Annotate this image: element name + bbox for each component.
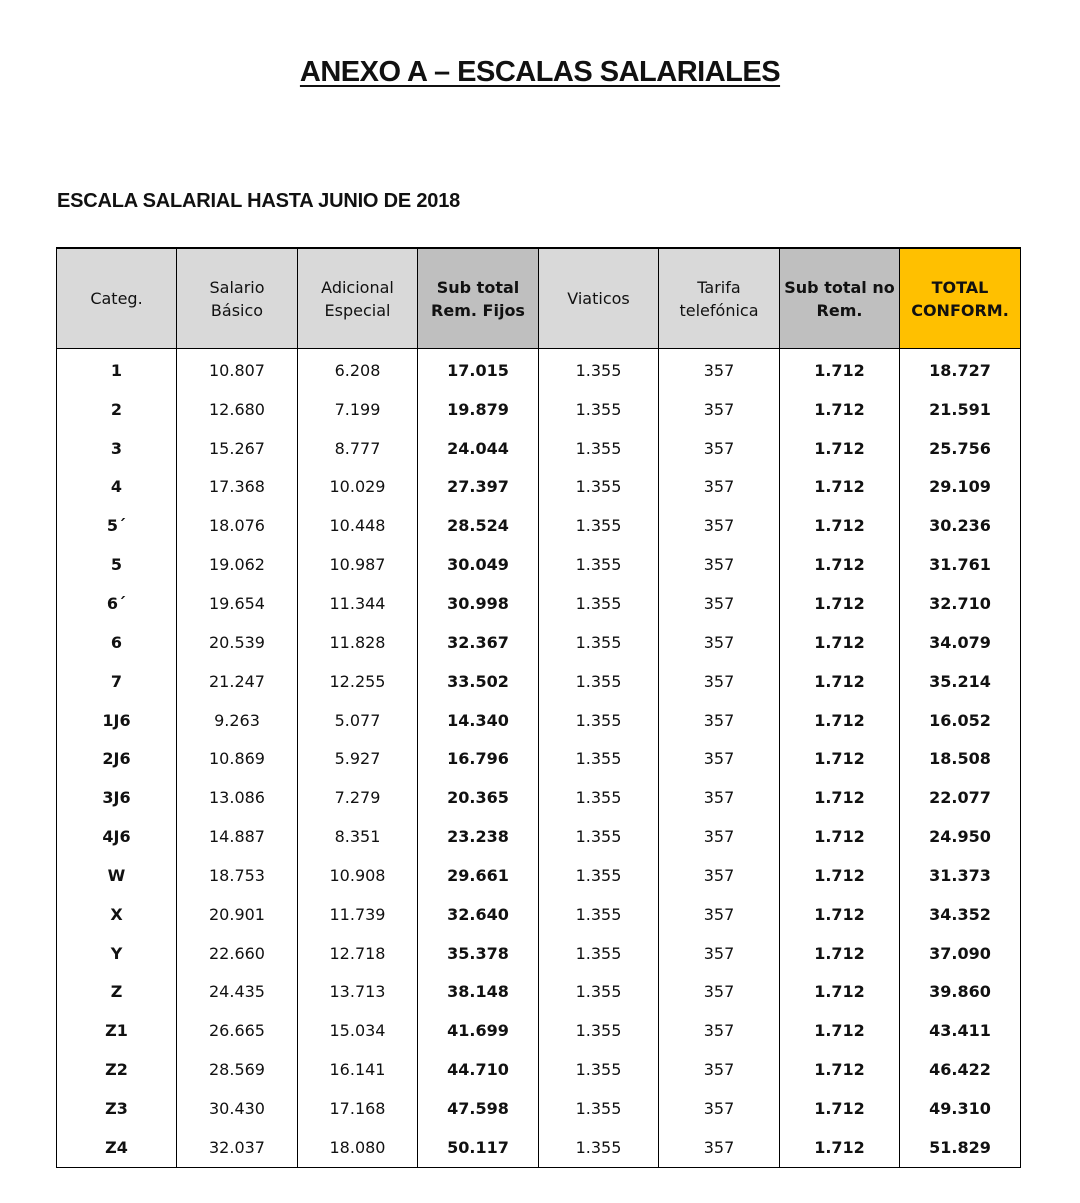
table-row: [57, 506, 1021, 545]
table-row: [57, 349, 1021, 390]
document-title-text: ANEXO A – ESCALAS SALARIALES: [299, 56, 781, 88]
cell-salario-basico: 15.267: [177, 429, 298, 468]
cell-adicional-especial: 10.987: [298, 545, 418, 584]
cell-salario-basico: 28.569: [177, 1050, 298, 1089]
cell-viaticos: 1.355: [539, 701, 659, 740]
cell-adicional-especial: 15.034: [298, 1011, 418, 1050]
cell-viaticos: 1.355: [539, 662, 659, 701]
cell-viaticos: 1.355: [539, 545, 659, 584]
cell-adicional-especial: 10.448: [298, 506, 418, 545]
cell-salario-basico: 24.435: [177, 973, 298, 1012]
table-row: [57, 1089, 1021, 1128]
cell-total-conform: 51.829: [900, 1128, 1021, 1167]
table-row: [57, 545, 1021, 584]
cell-subtotal-rem-fijos: 32.367: [418, 623, 539, 662]
cell-subtotal-rem-fijos: 38.148: [418, 973, 539, 1012]
cell-subtotal-rem-fijos: 44.710: [418, 1050, 539, 1089]
cell-viaticos: 1.355: [539, 429, 659, 468]
cell-adicional-especial: 10.029: [298, 468, 418, 507]
cell-total-conform: 46.422: [900, 1050, 1021, 1089]
cell-tarifa-telefonica: 357: [659, 973, 780, 1012]
cell-adicional-especial: 11.739: [298, 895, 418, 934]
cell-total-conform: 35.214: [900, 662, 1021, 701]
header-categ: Categ.: [57, 248, 177, 349]
cell-salario-basico: 26.665: [177, 1011, 298, 1050]
cell-subtotal-rem-fijos: 32.640: [418, 895, 539, 934]
cell-adicional-especial: 11.344: [298, 584, 418, 623]
cell-total-conform: 37.090: [900, 934, 1021, 973]
table-header-row: [57, 248, 1021, 349]
cell-subtotal-rem-fijos: 35.378: [418, 934, 539, 973]
cell-viaticos: 1.355: [539, 468, 659, 507]
table-row: [57, 662, 1021, 701]
header-adicional-especial: Adicional Especial: [298, 248, 418, 349]
cell-tarifa-telefonica: 357: [659, 1011, 780, 1050]
cell-categ: 5: [57, 545, 177, 584]
header-subtotal-no-rem: Sub total no Rem.: [780, 248, 900, 349]
cell-subtotal-no-rem: 1.712: [780, 1050, 900, 1089]
cell-categ: Z4: [57, 1128, 177, 1167]
header-total-conform: TOTAL CONFORM.: [900, 248, 1021, 349]
cell-viaticos: 1.355: [539, 506, 659, 545]
cell-viaticos: 1.355: [539, 973, 659, 1012]
cell-categ: Z3: [57, 1089, 177, 1128]
cell-total-conform: 16.052: [900, 701, 1021, 740]
header-salario-basico: Salario Básico: [177, 248, 298, 349]
cell-categ: Z2: [57, 1050, 177, 1089]
cell-subtotal-no-rem: 1.712: [780, 429, 900, 468]
table-row: [57, 623, 1021, 662]
cell-categ: 1: [57, 349, 177, 390]
cell-subtotal-rem-fijos: 30.998: [418, 584, 539, 623]
cell-categ: 3J6: [57, 778, 177, 817]
table-body: [57, 349, 1021, 1168]
cell-tarifa-telefonica: 357: [659, 701, 780, 740]
cell-categ: 7: [57, 662, 177, 701]
cell-categ: X: [57, 895, 177, 934]
cell-total-conform: 21.591: [900, 390, 1021, 429]
cell-salario-basico: 18.076: [177, 506, 298, 545]
cell-adicional-especial: 16.141: [298, 1050, 418, 1089]
header-viaticos: Viaticos: [539, 248, 659, 349]
cell-total-conform: 31.761: [900, 545, 1021, 584]
cell-subtotal-no-rem: 1.712: [780, 349, 900, 390]
cell-salario-basico: 17.368: [177, 468, 298, 507]
cell-tarifa-telefonica: 357: [659, 1050, 780, 1089]
cell-subtotal-no-rem: 1.712: [780, 856, 900, 895]
cell-categ: Z: [57, 973, 177, 1012]
cell-total-conform: 39.860: [900, 973, 1021, 1012]
cell-salario-basico: 10.807: [177, 349, 298, 390]
table-row: [57, 701, 1021, 740]
cell-tarifa-telefonica: 357: [659, 817, 780, 856]
cell-salario-basico: 18.753: [177, 856, 298, 895]
cell-total-conform: 49.310: [900, 1089, 1021, 1128]
cell-salario-basico: 22.660: [177, 934, 298, 973]
cell-subtotal-rem-fijos: 23.238: [418, 817, 539, 856]
cell-total-conform: 34.352: [900, 895, 1021, 934]
cell-categ: 3: [57, 429, 177, 468]
cell-viaticos: 1.355: [539, 1128, 659, 1167]
cell-subtotal-rem-fijos: 30.049: [418, 545, 539, 584]
cell-subtotal-no-rem: 1.712: [780, 1128, 900, 1167]
cell-tarifa-telefonica: 357: [659, 662, 780, 701]
cell-subtotal-rem-fijos: 17.015: [418, 349, 539, 390]
cell-subtotal-no-rem: 1.712: [780, 468, 900, 507]
cell-subtotal-rem-fijos: 27.397: [418, 468, 539, 507]
table-row: [57, 895, 1021, 934]
cell-salario-basico: 32.037: [177, 1128, 298, 1167]
cell-viaticos: 1.355: [539, 390, 659, 429]
table-row: [57, 739, 1021, 778]
cell-subtotal-no-rem: 1.712: [780, 1011, 900, 1050]
cell-salario-basico: 21.247: [177, 662, 298, 701]
cell-viaticos: 1.355: [539, 1050, 659, 1089]
cell-subtotal-rem-fijos: 50.117: [418, 1128, 539, 1167]
cell-viaticos: 1.355: [539, 623, 659, 662]
cell-categ: 4J6: [57, 817, 177, 856]
table-row: [57, 817, 1021, 856]
cell-subtotal-rem-fijos: 41.699: [418, 1011, 539, 1050]
cell-adicional-especial: 13.713: [298, 973, 418, 1012]
cell-subtotal-no-rem: 1.712: [780, 701, 900, 740]
cell-subtotal-no-rem: 1.712: [780, 1089, 900, 1128]
cell-subtotal-no-rem: 1.712: [780, 895, 900, 934]
cell-viaticos: 1.355: [539, 1089, 659, 1128]
cell-salario-basico: 9.263: [177, 701, 298, 740]
cell-subtotal-no-rem: 1.712: [780, 934, 900, 973]
cell-subtotal-rem-fijos: 19.879: [418, 390, 539, 429]
cell-tarifa-telefonica: 357: [659, 468, 780, 507]
cell-subtotal-no-rem: 1.712: [780, 778, 900, 817]
cell-subtotal-rem-fijos: 29.661: [418, 856, 539, 895]
cell-total-conform: 24.950: [900, 817, 1021, 856]
cell-viaticos: 1.355: [539, 934, 659, 973]
cell-total-conform: 25.756: [900, 429, 1021, 468]
cell-subtotal-rem-fijos: 33.502: [418, 662, 539, 701]
cell-total-conform: 22.077: [900, 778, 1021, 817]
cell-viaticos: 1.355: [539, 895, 659, 934]
table-row: [57, 1011, 1021, 1050]
cell-total-conform: 31.373: [900, 856, 1021, 895]
cell-categ: 6: [57, 623, 177, 662]
cell-tarifa-telefonica: 357: [659, 506, 780, 545]
cell-categ: 2: [57, 390, 177, 429]
cell-categ: 4: [57, 468, 177, 507]
cell-viaticos: 1.355: [539, 1011, 659, 1050]
cell-subtotal-no-rem: 1.712: [780, 817, 900, 856]
cell-categ: Y: [57, 934, 177, 973]
cell-tarifa-telefonica: 357: [659, 778, 780, 817]
cell-adicional-especial: 8.777: [298, 429, 418, 468]
cell-viaticos: 1.355: [539, 856, 659, 895]
cell-categ: W: [57, 856, 177, 895]
cell-salario-basico: 20.901: [177, 895, 298, 934]
cell-categ: 5´: [57, 506, 177, 545]
cell-viaticos: 1.355: [539, 584, 659, 623]
cell-viaticos: 1.355: [539, 778, 659, 817]
cell-tarifa-telefonica: 357: [659, 739, 780, 778]
cell-total-conform: 43.411: [900, 1011, 1021, 1050]
cell-adicional-especial: 11.828: [298, 623, 418, 662]
cell-total-conform: 18.727: [900, 349, 1021, 390]
header-subtotal-rem-fijos: Sub total Rem. Fijos: [418, 248, 539, 349]
table-row: [57, 778, 1021, 817]
cell-salario-basico: 20.539: [177, 623, 298, 662]
cell-subtotal-rem-fijos: 14.340: [418, 701, 539, 740]
cell-tarifa-telefonica: 357: [659, 545, 780, 584]
cell-salario-basico: 19.062: [177, 545, 298, 584]
cell-adicional-especial: 5.927: [298, 739, 418, 778]
cell-tarifa-telefonica: 357: [659, 623, 780, 662]
cell-adicional-especial: 12.255: [298, 662, 418, 701]
cell-tarifa-telefonica: 357: [659, 895, 780, 934]
cell-subtotal-no-rem: 1.712: [780, 390, 900, 429]
cell-adicional-especial: 10.908: [298, 856, 418, 895]
header-tarifa-telefonica: Tarifa telefónica: [659, 248, 780, 349]
cell-tarifa-telefonica: 357: [659, 349, 780, 390]
cell-tarifa-telefonica: 357: [659, 584, 780, 623]
cell-total-conform: 29.109: [900, 468, 1021, 507]
cell-adicional-especial: 6.208: [298, 349, 418, 390]
table-row: [57, 1128, 1021, 1167]
cell-categ: Z1: [57, 1011, 177, 1050]
cell-tarifa-telefonica: 357: [659, 934, 780, 973]
cell-subtotal-no-rem: 1.712: [780, 662, 900, 701]
cell-salario-basico: 12.680: [177, 390, 298, 429]
cell-salario-basico: 14.887: [177, 817, 298, 856]
cell-total-conform: 34.079: [900, 623, 1021, 662]
cell-salario-basico: 30.430: [177, 1089, 298, 1128]
cell-tarifa-telefonica: 357: [659, 1128, 780, 1167]
cell-subtotal-rem-fijos: 47.598: [418, 1089, 539, 1128]
cell-categ: 6´: [57, 584, 177, 623]
cell-subtotal-rem-fijos: 20.365: [418, 778, 539, 817]
cell-salario-basico: 19.654: [177, 584, 298, 623]
cell-total-conform: 32.710: [900, 584, 1021, 623]
cell-categ: 2J6: [57, 739, 177, 778]
cell-adicional-especial: 17.168: [298, 1089, 418, 1128]
cell-subtotal-no-rem: 1.712: [780, 623, 900, 662]
cell-categ: 1J6: [57, 701, 177, 740]
cell-subtotal-no-rem: 1.712: [780, 545, 900, 584]
cell-salario-basico: 10.869: [177, 739, 298, 778]
table-row: [57, 856, 1021, 895]
cell-tarifa-telefonica: 357: [659, 1089, 780, 1128]
document-title: [0, 56, 1080, 89]
cell-adicional-especial: 7.279: [298, 778, 418, 817]
table-row: [57, 584, 1021, 623]
table-row: [57, 468, 1021, 507]
cell-subtotal-rem-fijos: 16.796: [418, 739, 539, 778]
table-row: [57, 1050, 1021, 1089]
cell-adicional-especial: 8.351: [298, 817, 418, 856]
cell-subtotal-no-rem: 1.712: [780, 973, 900, 1012]
cell-total-conform: 30.236: [900, 506, 1021, 545]
cell-subtotal-rem-fijos: 28.524: [418, 506, 539, 545]
cell-adicional-especial: 18.080: [298, 1128, 418, 1167]
cell-adicional-especial: 5.077: [298, 701, 418, 740]
cell-subtotal-no-rem: 1.712: [780, 584, 900, 623]
cell-viaticos: 1.355: [539, 349, 659, 390]
salary-scale-table: [56, 247, 1021, 1168]
cell-total-conform: 18.508: [900, 739, 1021, 778]
cell-tarifa-telefonica: 357: [659, 856, 780, 895]
cell-tarifa-telefonica: 357: [659, 390, 780, 429]
cell-tarifa-telefonica: 357: [659, 429, 780, 468]
cell-subtotal-rem-fijos: 24.044: [418, 429, 539, 468]
table-row: [57, 934, 1021, 973]
table-subtitle: ESCALA SALARIAL HASTA JUNIO DE 2018: [57, 190, 461, 212]
cell-viaticos: 1.355: [539, 739, 659, 778]
cell-subtotal-no-rem: 1.712: [780, 506, 900, 545]
table-row: [57, 390, 1021, 429]
table-row: [57, 429, 1021, 468]
cell-salario-basico: 13.086: [177, 778, 298, 817]
cell-adicional-especial: 7.199: [298, 390, 418, 429]
cell-adicional-especial: 12.718: [298, 934, 418, 973]
cell-subtotal-no-rem: 1.712: [780, 739, 900, 778]
table-row: [57, 973, 1021, 1012]
cell-viaticos: 1.355: [539, 817, 659, 856]
